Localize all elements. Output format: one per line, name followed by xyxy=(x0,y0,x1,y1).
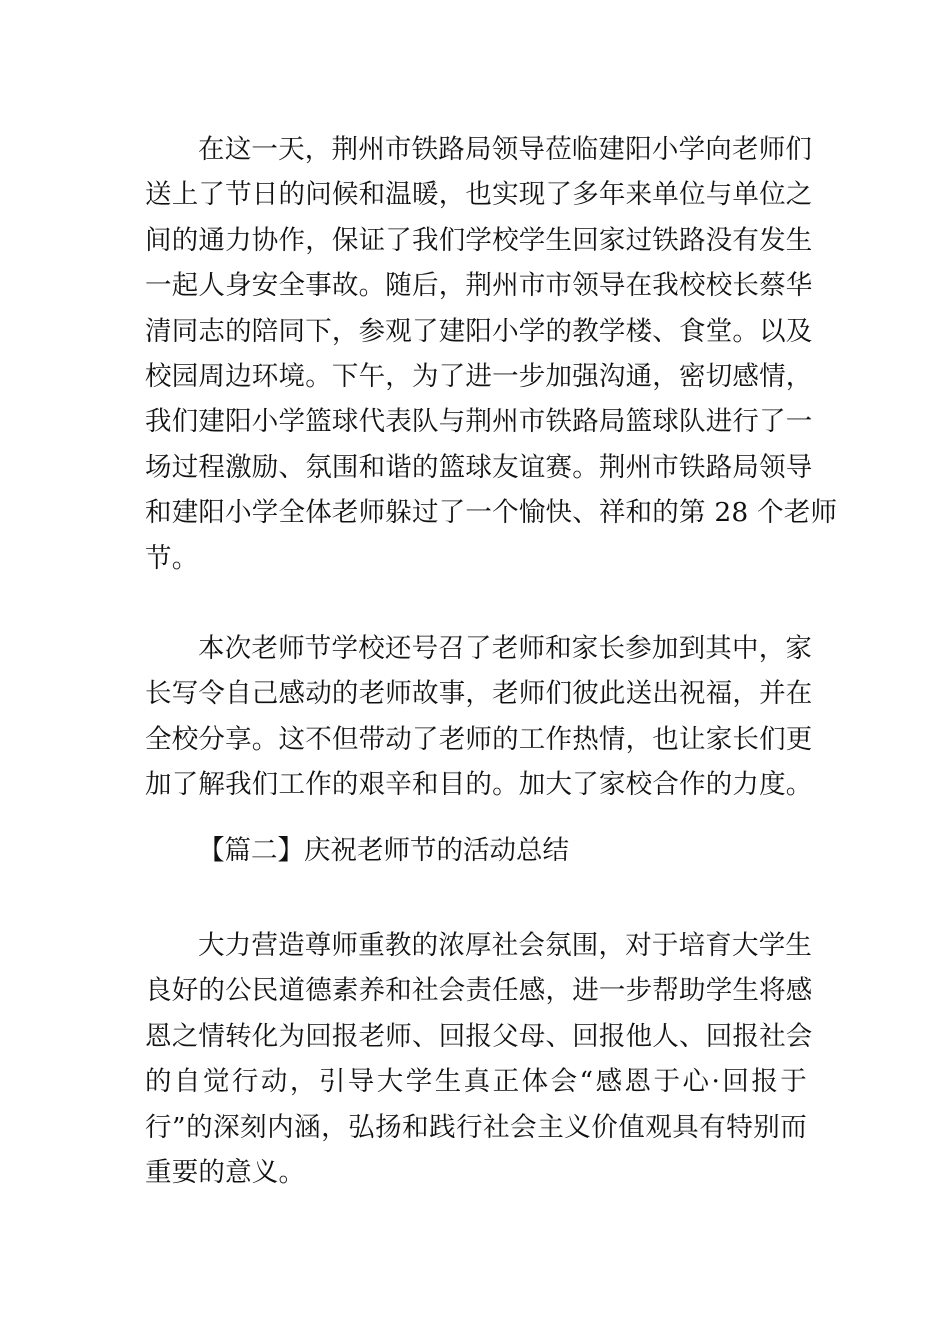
paragraph-2-line: 长写令自己感动的老师故事，老师们彼此送出祝福，并在 xyxy=(145,678,813,710)
paragraph-3-line: 恩之情转化为回报老师、回报父母、回报他人、回报社会 xyxy=(145,1020,813,1052)
paragraph-2-line: 本次老师节学校还号召了老师和家长参加到其中，家 xyxy=(198,633,813,664)
paragraph-1-line: 节。 xyxy=(145,542,199,574)
paragraph-1-line: 清同志的陪同下，参观了建阳小学的教学楼、食堂。以及 xyxy=(145,315,813,347)
section-heading: 【篇二】庆祝老师节的活动总结 xyxy=(198,835,569,866)
paragraph-2 xyxy=(145,626,813,808)
paragraph-1-line: 校园周边环境。下午，为了进一步加强沟通，密切感情， xyxy=(145,361,813,393)
paragraph-1-line: 一起人身安全事故。随后，荆州市市领导在我校校长蔡华 xyxy=(145,270,813,302)
paragraph-1-line: 和建阳小学全体老师躲过了一个愉快、祥和的第 28 个老师 xyxy=(145,497,838,529)
paragraph-1 xyxy=(145,127,838,581)
paragraph-3 xyxy=(145,923,813,1195)
paragraph-1-line: 间的通力协作，保证了我们学校学生回家过铁路没有发生 xyxy=(145,224,813,256)
paragraph-3-line: 大力营造尊师重教的浓厚社会氛围，对于培育大学生 xyxy=(198,930,813,961)
paragraph-1-line: 在这一天，荆州市铁路局领导莅临建阳小学向老师们 xyxy=(198,134,813,165)
paragraph-1-line: 送上了节日的问候和温暖，也实现了多年来单位与单位之 xyxy=(145,179,813,211)
paragraph-3-line: 行”的深刻内涵，弘扬和践行社会主义价值观具有特别而 xyxy=(145,1111,807,1143)
paragraph-1-line: 我们建阳小学篮球代表队与荆州市铁路局篮球队进行了一 xyxy=(145,406,813,438)
paragraph-3-line: 重要的意义。 xyxy=(145,1157,306,1189)
paragraph-3-line: 良好的公民道德素养和社会责任感，进一步帮助学生将感 xyxy=(145,975,813,1007)
paragraph-3-line: 的自觉行动，引导大学生真正体会“感恩于心·回报于 xyxy=(145,1066,807,1098)
paragraph-2-line: 全校分享。这不但带动了老师的工作热情，也让家长们更 xyxy=(145,723,813,755)
paragraph-1-line: 场过程激励、氛围和谐的篮球友谊赛。荆州市铁路局领导 xyxy=(145,451,813,483)
paragraph-2-line: 加了解我们工作的艰辛和目的。加大了家校合作的力度。 xyxy=(145,769,813,801)
